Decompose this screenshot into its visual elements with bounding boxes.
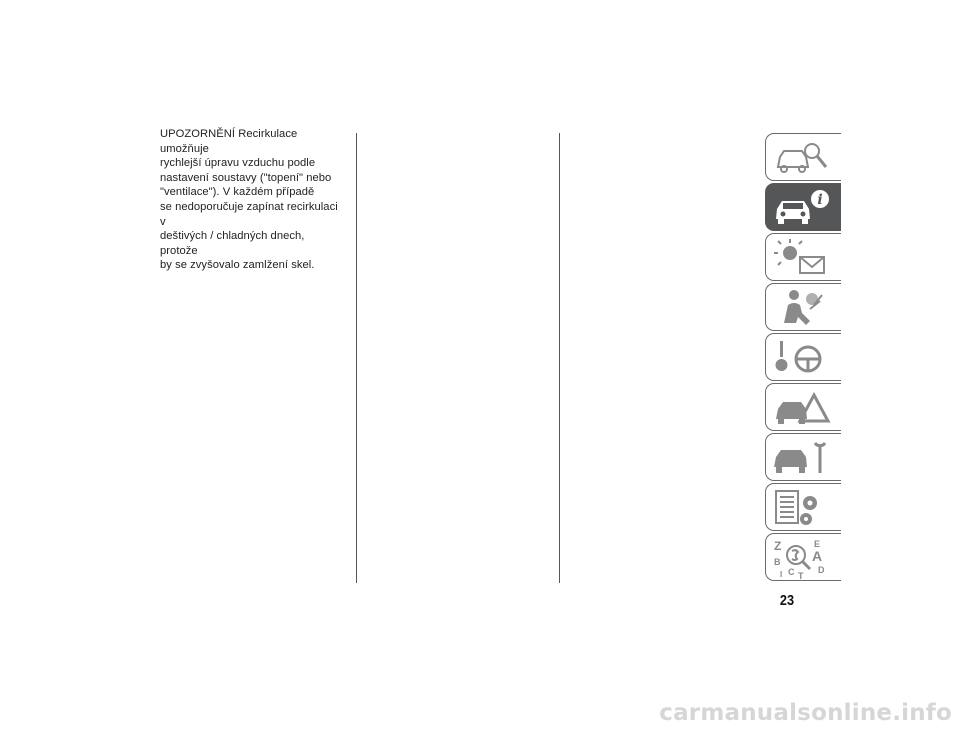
key-steering-wheel-icon <box>770 337 836 379</box>
warning-line: "ventilace"). V každém případě <box>160 186 315 199</box>
warning-line: deštivých / chladných dnech, protože <box>160 230 305 257</box>
warning-line: se nedoporučuje zapínat recirkulaci v <box>160 200 338 228</box>
warning-line: by se zvyšovalo zamlžení skel. <box>160 259 315 272</box>
car-warning-triangle-icon <box>770 387 836 429</box>
index-letter: D <box>818 565 825 575</box>
airbag-seatbelt-icon <box>770 287 836 329</box>
index-letter: E <box>814 539 821 549</box>
warning-line: nastavení soustavy ("topení" nebo <box>160 171 332 184</box>
index-letter: A <box>812 548 823 564</box>
index-letter: T <box>798 571 804 579</box>
chapter-tab-starting-driving[interactable] <box>765 333 841 381</box>
page-number: 23 <box>779 592 795 609</box>
index-letter: I <box>780 570 783 579</box>
warning-line: rychlejší úpravu vzduchu podle <box>160 157 316 170</box>
watermark: carmanualsonline.info <box>659 700 952 726</box>
column-divider <box>559 133 560 583</box>
car-wrench-icon <box>770 437 836 479</box>
index-letter: C <box>788 567 795 577</box>
chapter-tab-dashboard[interactable] <box>765 133 841 181</box>
svg-text:i: i <box>817 192 823 208</box>
chapter-tab-getting-to-know[interactable] <box>765 183 841 231</box>
chapter-tab-index[interactable] <box>765 533 841 581</box>
chapter-tab-safety[interactable] <box>765 283 841 331</box>
chapter-tab-maintenance[interactable] <box>765 433 841 481</box>
warning-note <box>160 127 345 273</box>
index-letter: Z <box>774 539 782 553</box>
chapter-tab-warning-lights[interactable] <box>765 233 841 281</box>
chapter-tab-technical-data[interactable] <box>765 483 841 531</box>
warning-line: UPOZORNĚNÍ Recirkulace umožňuje <box>160 128 298 155</box>
sun-envelope-icon <box>770 237 836 279</box>
chapter-tab-emergency[interactable] <box>765 383 841 431</box>
document-gears-icon <box>770 487 836 529</box>
column-divider <box>356 133 357 583</box>
car-magnifier-icon <box>770 137 836 179</box>
car-info-icon <box>770 187 836 229</box>
index-letter: B <box>774 557 781 567</box>
alphabet-index-icon <box>770 537 836 579</box>
chapter-tabs <box>765 133 841 583</box>
